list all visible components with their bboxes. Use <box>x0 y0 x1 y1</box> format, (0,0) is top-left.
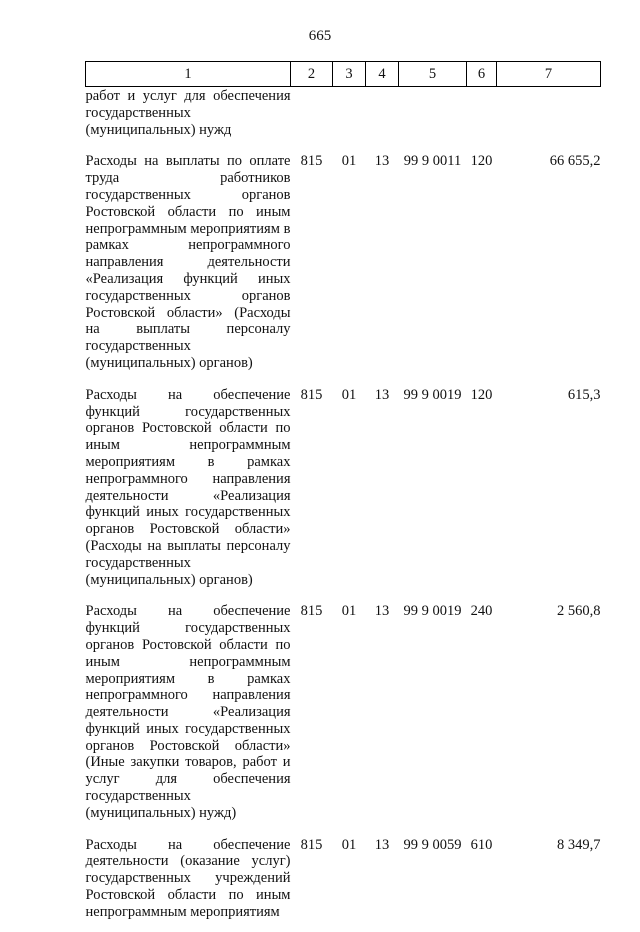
budget-table <box>85 61 601 932</box>
expense-type-code <box>467 87 497 150</box>
expense-type-code: 120 <box>470 153 493 170</box>
amount <box>497 87 601 150</box>
row-description: работ и услуг для обеспечения государственных (муниципальных) нужд <box>85 88 291 138</box>
row-description: Расходы на выплаты по оплате труда работников государственных органов Ростовской области по иным непрограммным мероприятиям в рамках непрограммного направления деятельности «Реализация функций иных государственных органов Ростовской области» (Расходы на выплаты персоналу государственных (муниципальных) органов) <box>85 153 291 371</box>
column-header-6: 6 <box>467 62 497 87</box>
section-code: 01 <box>341 386 357 403</box>
amount: 66 655,2 <box>549 153 601 170</box>
ministry-code: 815 <box>300 153 323 170</box>
table-row <box>86 833 601 932</box>
section-code: 01 <box>341 153 357 170</box>
table-row <box>86 87 601 150</box>
ministry-code: 815 <box>300 836 323 853</box>
expense-type-code: 610 <box>470 836 493 853</box>
target-article-code: 99 9 0019 <box>403 603 462 620</box>
amount: 8 349,7 <box>557 836 601 853</box>
subsection-code: 13 <box>374 836 390 853</box>
column-header-4: 4 <box>366 62 399 87</box>
expense-type-code: 240 <box>470 603 493 620</box>
target-article-code: 99 9 0059 <box>403 836 462 853</box>
amount: 2 560,8 <box>557 603 601 620</box>
row-description: Расходы на обеспечение деятельности (оказание услуг) государственных учреждений Ростовской области по иным непрограммным мероприятиям <box>85 836 291 920</box>
subsection-code: 13 <box>374 603 390 620</box>
column-header-5: 5 <box>399 62 467 87</box>
table-row <box>86 383 601 600</box>
expense-type-code: 120 <box>470 386 493 403</box>
header-row <box>86 62 601 87</box>
column-header-3: 3 <box>333 62 366 87</box>
row-description: Расходы на обеспечение функций государственных органов Ростовской области по иным непрограммным мероприятиям в рамках непрограммного направления деятельности «Реализация функций иных государственных органов Ростовской области» (Расходы на выплаты персоналу государственных (муниципальных) органов) <box>85 386 291 588</box>
subsection-code: 13 <box>374 386 390 403</box>
page-number: 665 <box>308 28 332 44</box>
ministry-code: 815 <box>300 386 323 403</box>
section-code: 01 <box>341 836 357 853</box>
ministry-code <box>291 87 333 150</box>
table-row <box>86 149 601 382</box>
column-header-1: 1 <box>86 62 291 87</box>
section-code: 01 <box>341 603 357 620</box>
table-row <box>86 599 601 832</box>
ministry-code: 815 <box>300 603 323 620</box>
amount: 615,3 <box>567 386 601 403</box>
target-article-code <box>399 87 467 150</box>
column-header-7: 7 <box>497 62 601 87</box>
row-description: Расходы на обеспечение функций государственных органов Ростовской области по иным непрограммным мероприятиям в рамках непрограммного направления деятельности «Реализация функций иных государственных органов Ростовской области» (Иные закупки товаров, работ и услуг для обеспечения государственных (муниципальных) нужд) <box>85 603 291 821</box>
target-article-code: 99 9 0019 <box>403 386 462 403</box>
column-header-2: 2 <box>291 62 333 87</box>
subsection-code <box>366 87 399 150</box>
subsection-code: 13 <box>374 153 390 170</box>
section-code <box>333 87 366 150</box>
target-article-code: 99 9 0011 <box>403 153 462 170</box>
